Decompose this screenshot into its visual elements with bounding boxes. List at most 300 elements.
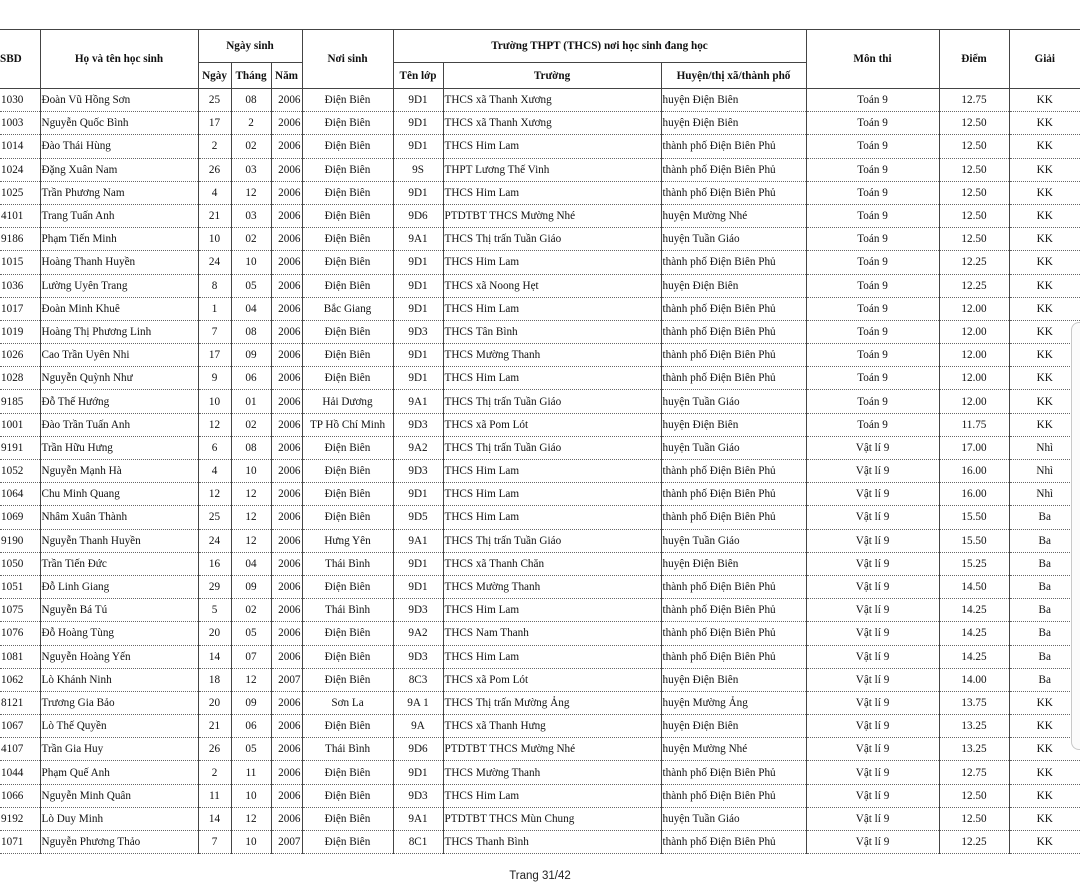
cell-score: 12.00	[939, 367, 1009, 390]
cell-birthplace: Điện Biên	[302, 158, 393, 181]
cell-score: 12.00	[939, 297, 1009, 320]
cell-birthplace: Sơn La	[302, 691, 393, 714]
cell-name: Trương Gia Bảo	[40, 691, 198, 714]
cell-score: 12.00	[939, 344, 1009, 367]
cell-sbd: 1051	[0, 575, 40, 598]
cell-class: 9D3	[393, 599, 443, 622]
cell-sbd: 8121	[0, 691, 40, 714]
table-row	[0, 715, 1080, 738]
table-row	[0, 645, 1080, 668]
cell-school: THCS Him Lam	[443, 297, 661, 320]
cell-subject: Vật lí 9	[806, 784, 939, 807]
cell-school: THCS xã Pom Lót	[443, 668, 661, 691]
table-row	[0, 251, 1080, 274]
cell-prize: Ba	[1009, 552, 1080, 575]
cell-school: THCS Nam Thanh	[443, 622, 661, 645]
cell-birthplace: Điện Biên	[302, 460, 393, 483]
cell-school: THCS Him Lam	[443, 181, 661, 204]
table-row	[0, 761, 1080, 784]
cell-birthplace: Điện Biên	[302, 645, 393, 668]
cell-name: Nguyễn Hoàng Yến	[40, 645, 198, 668]
cell-district: thành phố Điện Biên Phủ	[661, 506, 806, 529]
cell-class: 9D1	[393, 483, 443, 506]
cell-sbd: 1062	[0, 668, 40, 691]
cell-day: 5	[198, 599, 231, 622]
cell-subject: Toán 9	[806, 228, 939, 251]
cell-month: 02	[231, 413, 271, 436]
cell-sbd: 1050	[0, 552, 40, 575]
cell-year: 2006	[271, 274, 302, 297]
cell-prize: Ba	[1009, 645, 1080, 668]
cell-birthplace: Điện Biên	[302, 204, 393, 227]
cell-district: huyện Điện Biên	[661, 668, 806, 691]
col-header-district: Huyện/thị xã/thành phố	[661, 63, 806, 89]
cell-birthplace: Điện Biên	[302, 89, 393, 112]
cell-district: huyện Tuần Giáo	[661, 807, 806, 830]
cell-prize: KK	[1009, 204, 1080, 227]
cell-sbd: 9185	[0, 390, 40, 413]
cell-district: thành phố Điện Biên Phủ	[661, 761, 806, 784]
cell-score: 12.00	[939, 390, 1009, 413]
cell-class: 9D1	[393, 89, 443, 112]
cell-year: 2006	[271, 228, 302, 251]
cell-sbd: 1081	[0, 645, 40, 668]
table-row	[0, 831, 1080, 854]
cell-score: 13.75	[939, 691, 1009, 714]
cell-score: 12.75	[939, 761, 1009, 784]
cell-prize: Nhì	[1009, 483, 1080, 506]
table-row	[0, 483, 1080, 506]
cell-month: 07	[231, 645, 271, 668]
cell-school: THCS Him Lam	[443, 460, 661, 483]
cell-day: 24	[198, 251, 231, 274]
cell-name: Nguyễn Minh Quân	[40, 784, 198, 807]
cell-class: 9D1	[393, 181, 443, 204]
table-row	[0, 622, 1080, 645]
cell-prize: KK	[1009, 715, 1080, 738]
cell-district: thành phố Điện Biên Phủ	[661, 181, 806, 204]
cell-day: 12	[198, 413, 231, 436]
cell-school: THCS Mường Thanh	[443, 761, 661, 784]
cell-month: 09	[231, 575, 271, 598]
cell-birthplace: Điện Biên	[302, 251, 393, 274]
cell-name: Cao Trần Uyên Nhi	[40, 344, 198, 367]
cell-school: PTDTBT THCS Mường Nhé	[443, 738, 661, 761]
cell-day: 21	[198, 715, 231, 738]
cell-sbd: 1003	[0, 112, 40, 135]
cell-name: Nguyễn Mạnh Hà	[40, 460, 198, 483]
cell-month: 05	[231, 738, 271, 761]
cell-subject: Vật lí 9	[806, 738, 939, 761]
cell-month: 2	[231, 112, 271, 135]
cell-class: 9D1	[393, 112, 443, 135]
cell-day: 8	[198, 274, 231, 297]
cell-score: 12.75	[939, 89, 1009, 112]
cell-name: Đoàn Minh Khuê	[40, 297, 198, 320]
cell-month: 09	[231, 691, 271, 714]
cell-day: 25	[198, 89, 231, 112]
cell-month: 10	[231, 251, 271, 274]
cell-name: Lò Duy Minh	[40, 807, 198, 830]
cell-school: THCS Him Lam	[443, 251, 661, 274]
cell-subject: Toán 9	[806, 274, 939, 297]
cell-school: PTDTBT THCS Mường Nhé	[443, 204, 661, 227]
cell-subject: Toán 9	[806, 320, 939, 343]
cell-day: 10	[198, 228, 231, 251]
cell-year: 2006	[271, 807, 302, 830]
cell-birthplace: Điện Biên	[302, 112, 393, 135]
cell-birthplace: Điện Biên	[302, 784, 393, 807]
cell-day: 25	[198, 506, 231, 529]
table-body	[0, 89, 1080, 854]
cell-school: THCS xã Thanh Chăn	[443, 552, 661, 575]
cell-subject: Vật lí 9	[806, 460, 939, 483]
cell-birthplace: Điện Biên	[302, 344, 393, 367]
cell-birthplace: Điện Biên	[302, 622, 393, 645]
cell-district: huyện Tuần Giáo	[661, 390, 806, 413]
col-header-name: Họ và tên học sinh	[40, 30, 198, 89]
col-header-year: Năm	[271, 63, 302, 89]
cell-district: thành phố Điện Biên Phủ	[661, 158, 806, 181]
cell-birthplace: Điện Biên	[302, 575, 393, 598]
cell-class: 8C1	[393, 831, 443, 854]
cell-birthplace: Điện Biên	[302, 506, 393, 529]
cell-month: 05	[231, 274, 271, 297]
cell-day: 14	[198, 645, 231, 668]
cell-score: 13.25	[939, 738, 1009, 761]
table-row	[0, 320, 1080, 343]
cell-name: Lường Uyên Trang	[40, 274, 198, 297]
cell-school: THCS Thị trấn Tuần Giáo	[443, 390, 661, 413]
cell-day: 26	[198, 738, 231, 761]
cell-birthplace: Thái Bình	[302, 599, 393, 622]
cell-class: 9D3	[393, 320, 443, 343]
cell-month: 12	[231, 506, 271, 529]
cell-class: 9D3	[393, 413, 443, 436]
cell-sbd: 9186	[0, 228, 40, 251]
cell-year: 2006	[271, 552, 302, 575]
cell-sbd: 1064	[0, 483, 40, 506]
col-header-sbd: SBD	[0, 30, 40, 89]
cell-score: 15.25	[939, 552, 1009, 575]
cell-day: 6	[198, 436, 231, 459]
cell-subject: Toán 9	[806, 89, 939, 112]
cell-score: 12.50	[939, 784, 1009, 807]
cell-class: 9D6	[393, 738, 443, 761]
cell-district: thành phố Điện Biên Phủ	[661, 344, 806, 367]
cell-birthplace: Điện Biên	[302, 807, 393, 830]
cell-district: huyện Tuần Giáo	[661, 436, 806, 459]
cell-sbd: 9192	[0, 807, 40, 830]
table-row	[0, 738, 1080, 761]
cell-sbd: 1014	[0, 135, 40, 158]
table-row	[0, 204, 1080, 227]
cell-birthplace: Điện Biên	[302, 320, 393, 343]
cell-year: 2006	[271, 599, 302, 622]
cell-score: 12.25	[939, 274, 1009, 297]
cell-month: 03	[231, 204, 271, 227]
cell-sbd: 1052	[0, 460, 40, 483]
cell-prize: KK	[1009, 181, 1080, 204]
cell-day: 26	[198, 158, 231, 181]
col-header-dob: Ngày sinh	[198, 30, 302, 63]
cell-day: 12	[198, 483, 231, 506]
cell-name: Nguyễn Bá Tú	[40, 599, 198, 622]
cell-class: 9D1	[393, 135, 443, 158]
cell-school: THCS Him Lam	[443, 784, 661, 807]
cell-sbd: 1028	[0, 367, 40, 390]
cell-subject: Toán 9	[806, 344, 939, 367]
cell-school: PTDTBT THCS Mùn Chung	[443, 807, 661, 830]
cell-month: 02	[231, 135, 271, 158]
cell-name: Nguyễn Quỳnh Như	[40, 367, 198, 390]
cell-month: 08	[231, 436, 271, 459]
cell-month: 12	[231, 483, 271, 506]
table-row	[0, 390, 1080, 413]
cell-prize: KK	[1009, 297, 1080, 320]
cell-birthplace: Bắc Giang	[302, 297, 393, 320]
table-row	[0, 297, 1080, 320]
cell-name: Trần Gia Huy	[40, 738, 198, 761]
cell-school: THCS xã Thanh Xương	[443, 89, 661, 112]
cell-school: THPT Lương Thế Vinh	[443, 158, 661, 181]
cell-sbd: 1019	[0, 320, 40, 343]
cell-prize: Ba	[1009, 575, 1080, 598]
cell-year: 2006	[271, 761, 302, 784]
cell-day: 14	[198, 807, 231, 830]
cell-subject: Vật lí 9	[806, 645, 939, 668]
cell-birthplace: Thái Bình	[302, 552, 393, 575]
cell-class: 9S	[393, 158, 443, 181]
cell-score: 12.50	[939, 181, 1009, 204]
cell-name: Nguyễn Quốc Bình	[40, 112, 198, 135]
cell-sbd: 1030	[0, 89, 40, 112]
cell-school: THCS Him Lam	[443, 483, 661, 506]
cell-year: 2007	[271, 831, 302, 854]
cell-subject: Vật lí 9	[806, 831, 939, 854]
cell-subject: Vật lí 9	[806, 668, 939, 691]
cell-sbd: 1026	[0, 344, 40, 367]
cell-name: Đoàn Vũ Hồng Sơn	[40, 89, 198, 112]
cell-subject: Toán 9	[806, 204, 939, 227]
table-row	[0, 89, 1080, 112]
cell-school: THCS Thanh Bình	[443, 831, 661, 854]
cell-district: thành phố Điện Biên Phủ	[661, 320, 806, 343]
cell-prize: KK	[1009, 807, 1080, 830]
cell-name: Phạm Tiến Minh	[40, 228, 198, 251]
cell-name: Nhâm Xuân Thành	[40, 506, 198, 529]
cell-birthplace: Điện Biên	[302, 274, 393, 297]
cell-name: Trần Tiến Đức	[40, 552, 198, 575]
cell-school: THCS xã Thanh Xương	[443, 112, 661, 135]
cell-class: 9A1	[393, 390, 443, 413]
cell-birthplace: Điện Biên	[302, 483, 393, 506]
cell-district: thành phố Điện Biên Phủ	[661, 622, 806, 645]
table-row	[0, 181, 1080, 204]
cell-year: 2006	[271, 251, 302, 274]
cell-school: THCS xã Thanh Hưng	[443, 715, 661, 738]
cell-name: Hoàng Thanh Huyền	[40, 251, 198, 274]
cell-class: 9A	[393, 715, 443, 738]
table-row	[0, 135, 1080, 158]
cell-district: thành phố Điện Biên Phủ	[661, 645, 806, 668]
cell-district: huyện Điện Biên	[661, 413, 806, 436]
cell-score: 12.50	[939, 135, 1009, 158]
cell-prize: Ba	[1009, 529, 1080, 552]
cell-birthplace: Điện Biên	[302, 181, 393, 204]
table-row	[0, 228, 1080, 251]
cell-day: 20	[198, 691, 231, 714]
cell-district: huyện Tuần Giáo	[661, 228, 806, 251]
cell-name: Đào Thái Hùng	[40, 135, 198, 158]
cell-score: 16.00	[939, 460, 1009, 483]
cell-sbd: 1044	[0, 761, 40, 784]
cell-prize: KK	[1009, 89, 1080, 112]
cell-prize: KK	[1009, 390, 1080, 413]
table-row	[0, 784, 1080, 807]
cell-month: 05	[231, 622, 271, 645]
cell-score: 15.50	[939, 529, 1009, 552]
cell-sbd: 1071	[0, 831, 40, 854]
cell-month: 08	[231, 89, 271, 112]
cell-prize: KK	[1009, 135, 1080, 158]
cell-birthplace: Điện Biên	[302, 668, 393, 691]
table-row	[0, 413, 1080, 436]
col-header-birthplace: Nơi sinh	[302, 30, 393, 89]
cell-birthplace: Điện Biên	[302, 761, 393, 784]
cell-prize: KK	[1009, 228, 1080, 251]
cell-school: THCS xã Noong Hẹt	[443, 274, 661, 297]
cell-school: THCS Mường Thanh	[443, 344, 661, 367]
cell-score: 11.75	[939, 413, 1009, 436]
cell-month: 12	[231, 807, 271, 830]
side-scroll-tab[interactable]	[1071, 322, 1080, 750]
cell-score: 14.50	[939, 575, 1009, 598]
col-header-score: Điểm	[939, 30, 1009, 89]
cell-day: 4	[198, 460, 231, 483]
cell-birthplace: Điện Biên	[302, 715, 393, 738]
cell-birthplace: Hải Dương	[302, 390, 393, 413]
cell-score: 12.25	[939, 251, 1009, 274]
cell-sbd: 9190	[0, 529, 40, 552]
cell-year: 2006	[271, 460, 302, 483]
cell-class: 9D6	[393, 204, 443, 227]
cell-name: Lò Khánh Ninh	[40, 668, 198, 691]
cell-sbd: 1017	[0, 297, 40, 320]
cell-month: 04	[231, 552, 271, 575]
cell-name: Đỗ Linh Giang	[40, 575, 198, 598]
cell-district: huyện Mường Nhé	[661, 204, 806, 227]
cell-day: 4	[198, 181, 231, 204]
cell-score: 14.25	[939, 599, 1009, 622]
cell-subject: Vật lí 9	[806, 807, 939, 830]
cell-prize: KK	[1009, 691, 1080, 714]
cell-year: 2006	[271, 645, 302, 668]
cell-year: 2006	[271, 367, 302, 390]
cell-year: 2006	[271, 483, 302, 506]
cell-year: 2006	[271, 181, 302, 204]
cell-class: 9A1	[393, 228, 443, 251]
cell-school: THCS Mường Thanh	[443, 575, 661, 598]
cell-day: 17	[198, 344, 231, 367]
cell-prize: KK	[1009, 784, 1080, 807]
cell-name: Trang Tuấn Anh	[40, 204, 198, 227]
cell-day: 10	[198, 390, 231, 413]
cell-name: Đỗ Hoàng Tùng	[40, 622, 198, 645]
cell-class: 9D5	[393, 506, 443, 529]
cell-district: thành phố Điện Biên Phủ	[661, 251, 806, 274]
cell-sbd: 1025	[0, 181, 40, 204]
cell-sbd: 1076	[0, 622, 40, 645]
cell-year: 2006	[271, 344, 302, 367]
cell-class: 9A2	[393, 622, 443, 645]
cell-district: huyện Điện Biên	[661, 715, 806, 738]
cell-subject: Vật lí 9	[806, 575, 939, 598]
page-number: Trang 31/42	[509, 870, 571, 882]
cell-year: 2006	[271, 436, 302, 459]
cell-subject: Vật lí 9	[806, 691, 939, 714]
cell-district: thành phố Điện Biên Phủ	[661, 135, 806, 158]
cell-class: 9A2	[393, 436, 443, 459]
col-header-class: Tên lớp	[393, 63, 443, 89]
cell-score: 12.50	[939, 112, 1009, 135]
cell-birthplace: Điện Biên	[302, 228, 393, 251]
cell-class: 9D1	[393, 367, 443, 390]
cell-sbd: 4101	[0, 204, 40, 227]
cell-month: 12	[231, 181, 271, 204]
cell-prize: Ba	[1009, 599, 1080, 622]
cell-day: 18	[198, 668, 231, 691]
table-row	[0, 506, 1080, 529]
cell-month: 11	[231, 761, 271, 784]
table-row	[0, 344, 1080, 367]
cell-prize: KK	[1009, 831, 1080, 854]
cell-day: 21	[198, 204, 231, 227]
cell-day: 29	[198, 575, 231, 598]
cell-prize: Ba	[1009, 668, 1080, 691]
cell-class: 9D1	[393, 575, 443, 598]
cell-district: huyện Điện Biên	[661, 89, 806, 112]
cell-name: Phạm Quế Anh	[40, 761, 198, 784]
cell-subject: Toán 9	[806, 158, 939, 181]
cell-score: 13.25	[939, 715, 1009, 738]
cell-school: THCS Thị trấn Tuần Giáo	[443, 436, 661, 459]
cell-prize: KK	[1009, 158, 1080, 181]
col-header-subject: Môn thi	[806, 30, 939, 89]
cell-sbd: 9191	[0, 436, 40, 459]
cell-month: 02	[231, 228, 271, 251]
cell-year: 2006	[271, 506, 302, 529]
cell-subject: Vật lí 9	[806, 506, 939, 529]
cell-district: thành phố Điện Biên Phủ	[661, 460, 806, 483]
cell-school: THCS Thị trấn Mường Ảng	[443, 691, 661, 714]
cell-school: THCS xã Pom Lót	[443, 413, 661, 436]
col-header-prize: Giải	[1009, 30, 1080, 89]
cell-year: 2006	[271, 297, 302, 320]
cell-name: Đỗ Thế Hướng	[40, 390, 198, 413]
cell-class: 9A 1	[393, 691, 443, 714]
cell-subject: Toán 9	[806, 297, 939, 320]
cell-year: 2007	[271, 668, 302, 691]
cell-subject: Vật lí 9	[806, 483, 939, 506]
cell-year: 2006	[271, 575, 302, 598]
cell-subject: Vật lí 9	[806, 715, 939, 738]
cell-sbd: 1075	[0, 599, 40, 622]
cell-name: Nguyễn Thanh Huyền	[40, 529, 198, 552]
cell-name: Hoàng Thị Phương Linh	[40, 320, 198, 343]
table-row	[0, 158, 1080, 181]
cell-day: 24	[198, 529, 231, 552]
